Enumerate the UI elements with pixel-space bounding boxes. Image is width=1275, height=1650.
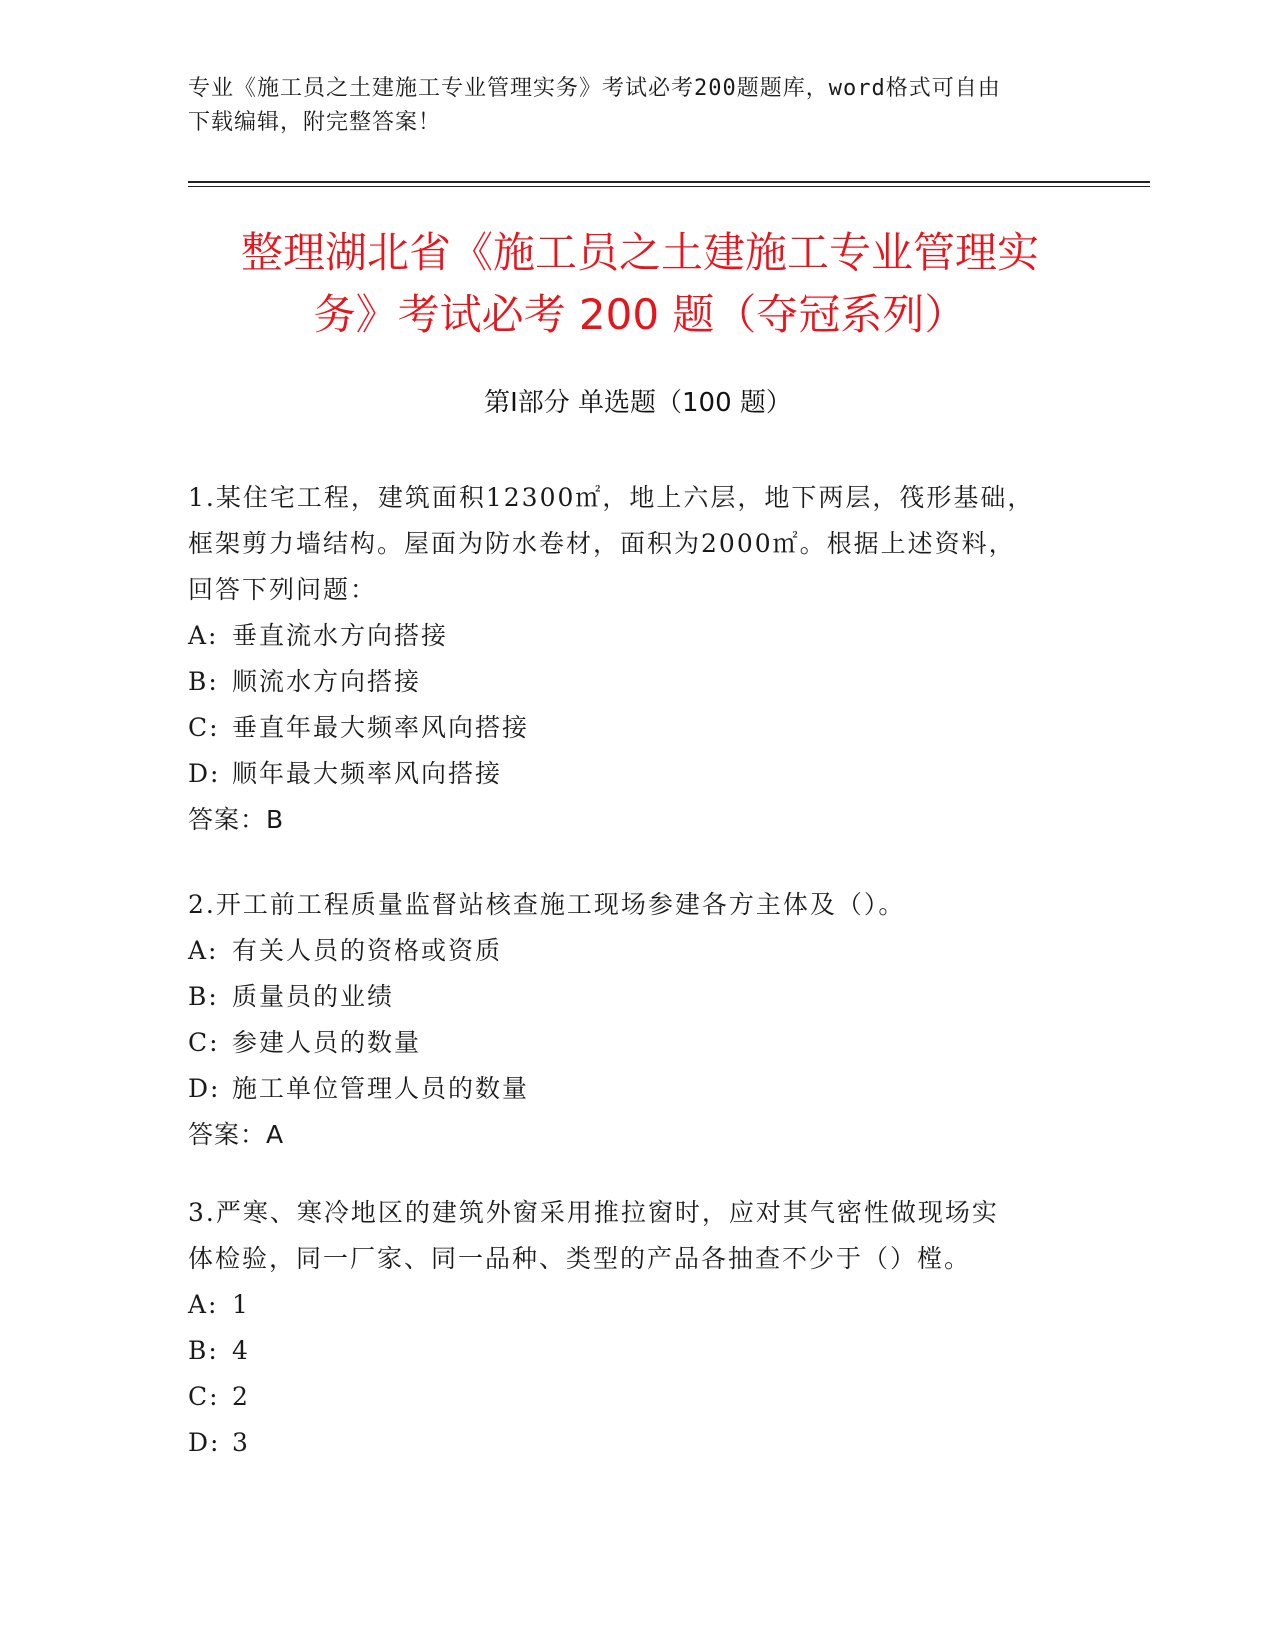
question-stem-line: 体检验，同一厂家、同一品种、类型的产品各抽查不少于（）樘。 bbox=[188, 1244, 972, 1273]
option-letter: A: bbox=[188, 936, 219, 965]
option-text: 质量员的业绩 bbox=[232, 982, 395, 1011]
answer-line: 答案：A bbox=[188, 1120, 285, 1149]
option-text: 3 bbox=[232, 1428, 250, 1457]
question-stem-line: 回答下列问题： bbox=[188, 575, 378, 604]
question-stem-line: 框架剪力墙结构。屋面为防水卷材，面积为2000㎡。根据上述资料， bbox=[188, 529, 1016, 558]
option-d bbox=[188, 751, 1088, 797]
option-c bbox=[188, 1374, 1088, 1420]
question-stem-line: 1.某住宅工程，建筑面积12300㎡，地上六层，地下两层，筏形基础， bbox=[188, 483, 1035, 512]
option-text: 顺流水方向搭接 bbox=[232, 667, 422, 696]
header-rule-thin bbox=[188, 186, 1150, 187]
answer-line: 答案：B bbox=[188, 805, 285, 834]
question-stem bbox=[188, 882, 1088, 928]
option-letter: B: bbox=[188, 1336, 219, 1365]
option-text: 1 bbox=[232, 1290, 250, 1319]
option-text: 顺年最大频率风向搭接 bbox=[232, 759, 503, 788]
option-letter: A: bbox=[188, 1290, 219, 1319]
question-stem bbox=[188, 475, 1088, 613]
option-text: 4 bbox=[232, 1336, 250, 1365]
option-letter: D: bbox=[188, 1074, 221, 1103]
option-text: 施工单位管理人员的数量 bbox=[232, 1074, 530, 1103]
option-b bbox=[188, 974, 1088, 1020]
option-d bbox=[188, 1420, 1088, 1466]
question-stem bbox=[188, 1190, 1088, 1282]
option-c bbox=[188, 1020, 1088, 1066]
option-text: 参建人员的数量 bbox=[232, 1028, 422, 1057]
option-letter: C: bbox=[188, 1382, 220, 1411]
option-letter: D: bbox=[188, 1428, 221, 1457]
question-1 bbox=[188, 475, 1088, 843]
question-stem-line: 2.开工前工程质量监督站核查施工现场参建各方主体及（）。 bbox=[188, 890, 906, 919]
question-2 bbox=[188, 882, 1088, 1158]
option-c bbox=[188, 705, 1088, 751]
header-note-line-1: 专业《施工员之土建施工专业管理实务》考试必考200题题库，word格式可自由 bbox=[188, 76, 1001, 101]
option-letter: C: bbox=[188, 1028, 220, 1057]
option-d bbox=[188, 1066, 1088, 1112]
document-title-line-2: 务》考试必考 200 题（夺冠系列） bbox=[313, 290, 967, 339]
option-a bbox=[188, 928, 1088, 974]
question-stem-line: 3.严寒、寒冷地区的建筑外窗采用推拉窗时，应对其气密性做现场实 bbox=[188, 1198, 999, 1227]
option-letter: B: bbox=[188, 982, 219, 1011]
option-b bbox=[188, 659, 1088, 705]
option-a bbox=[188, 613, 1088, 659]
section-heading: 第Ⅰ部分 单选题（100 题） bbox=[484, 388, 792, 418]
option-letter: B: bbox=[188, 667, 219, 696]
option-text: 垂直年最大频率风向搭接 bbox=[232, 713, 530, 742]
document-title bbox=[190, 222, 1090, 346]
option-b bbox=[188, 1328, 1088, 1374]
option-text: 垂直流水方向搭接 bbox=[232, 621, 449, 650]
option-letter: A: bbox=[188, 621, 219, 650]
header-note bbox=[188, 72, 1088, 140]
document-title-line-1: 整理湖北省《施工员之土建施工专业管理实 bbox=[240, 228, 1039, 277]
option-text: 2 bbox=[232, 1382, 250, 1411]
option-a bbox=[188, 1282, 1088, 1328]
header-note-line-2: 下载编辑，附完整答案！ bbox=[188, 110, 442, 135]
option-text: 有关人员的资格或资质 bbox=[232, 936, 503, 965]
header-rule-thick bbox=[188, 181, 1150, 183]
question-3 bbox=[188, 1190, 1088, 1466]
option-letter: C: bbox=[188, 713, 220, 742]
option-letter: D: bbox=[188, 759, 221, 788]
